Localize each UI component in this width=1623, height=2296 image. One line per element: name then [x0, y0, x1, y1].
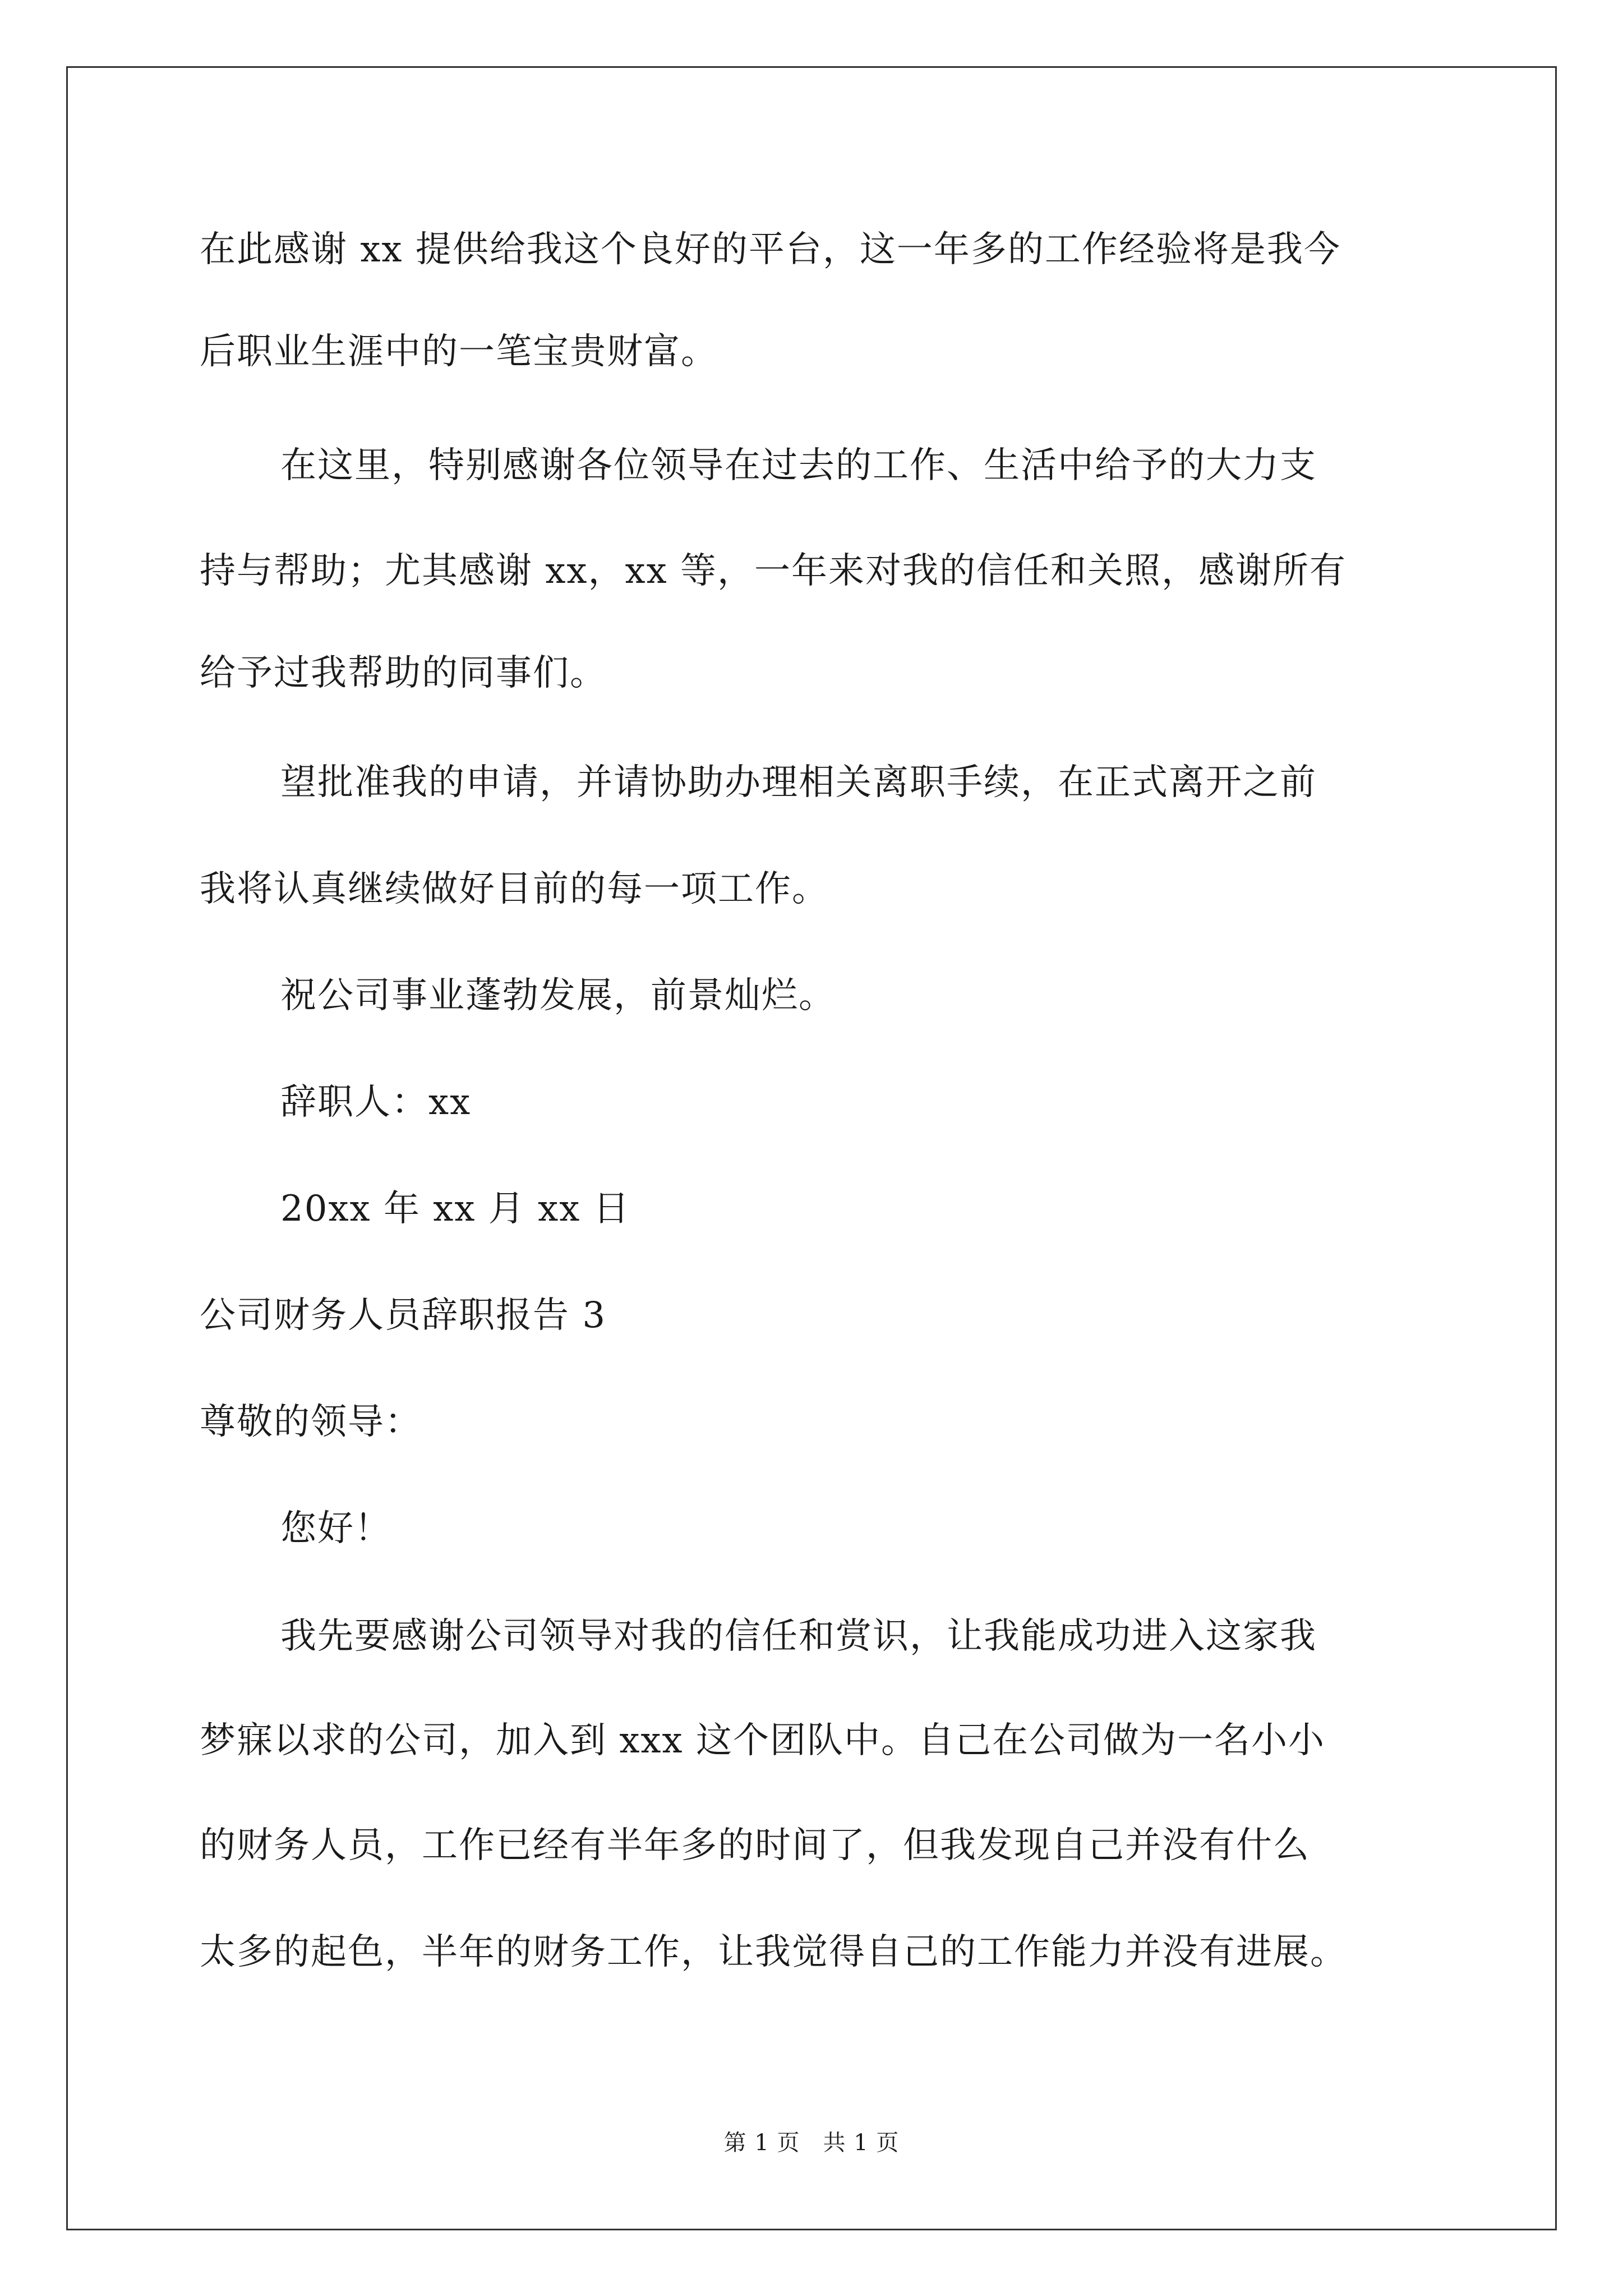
body-line-8: 祝公司事业蓬勃发展，前景灿烂。 [280, 975, 836, 1016]
body-line-1: 在此感谢 xx 提供给我这个良好的平台，这一年多的工作经验将是我今 [200, 229, 1341, 270]
body-line-4: 持与帮助；尤其感谢 xx，xx 等，一年来对我的信任和关照，感谢所有 [200, 550, 1347, 592]
section-title: 公司财务人员辞职报告 3 [200, 1295, 607, 1336]
body-line-3: 在这里，特别感谢各位领导在过去的工作、生活中给予的大力支 [280, 445, 1317, 486]
greeting: 您好！ [280, 1508, 391, 1549]
signer-line: 辞职人：xx [280, 1082, 472, 1123]
page-frame [66, 66, 1557, 2230]
body-line-6: 望批准我的申请，并请协助办理相关离职手续，在正式离开之前 [280, 762, 1317, 803]
body-line-5: 给予过我帮助的同事们。 [200, 652, 607, 694]
body-line-2: 后职业生涯中的一笔宝贵财富。 [200, 331, 718, 372]
body-line-7: 我将认真继续做好目前的每一项工作。 [200, 868, 829, 910]
body-line-17: 太多的起色，半年的财务工作，让我觉得自己的工作能力并没有进展。 [200, 1931, 1347, 1973]
date-line: 20xx 年 xx 月 xx 日 [280, 1188, 630, 1230]
page-number-footer: 第 1 页 共 1 页 [723, 2130, 900, 2156]
body-line-16: 的财务人员，工作已经有半年多的时间了，但我发现自己并没有什么 [200, 1825, 1310, 1866]
body-line-15: 梦寐以求的公司，加入到 xxx 这个团队中。自己在公司做为一名小小 [200, 1720, 1325, 1761]
body-line-14: 我先要感谢公司领导对我的信任和赏识，让我能成功进入这家我 [280, 1616, 1317, 1657]
salutation: 尊敬的领导： [200, 1401, 422, 1443]
